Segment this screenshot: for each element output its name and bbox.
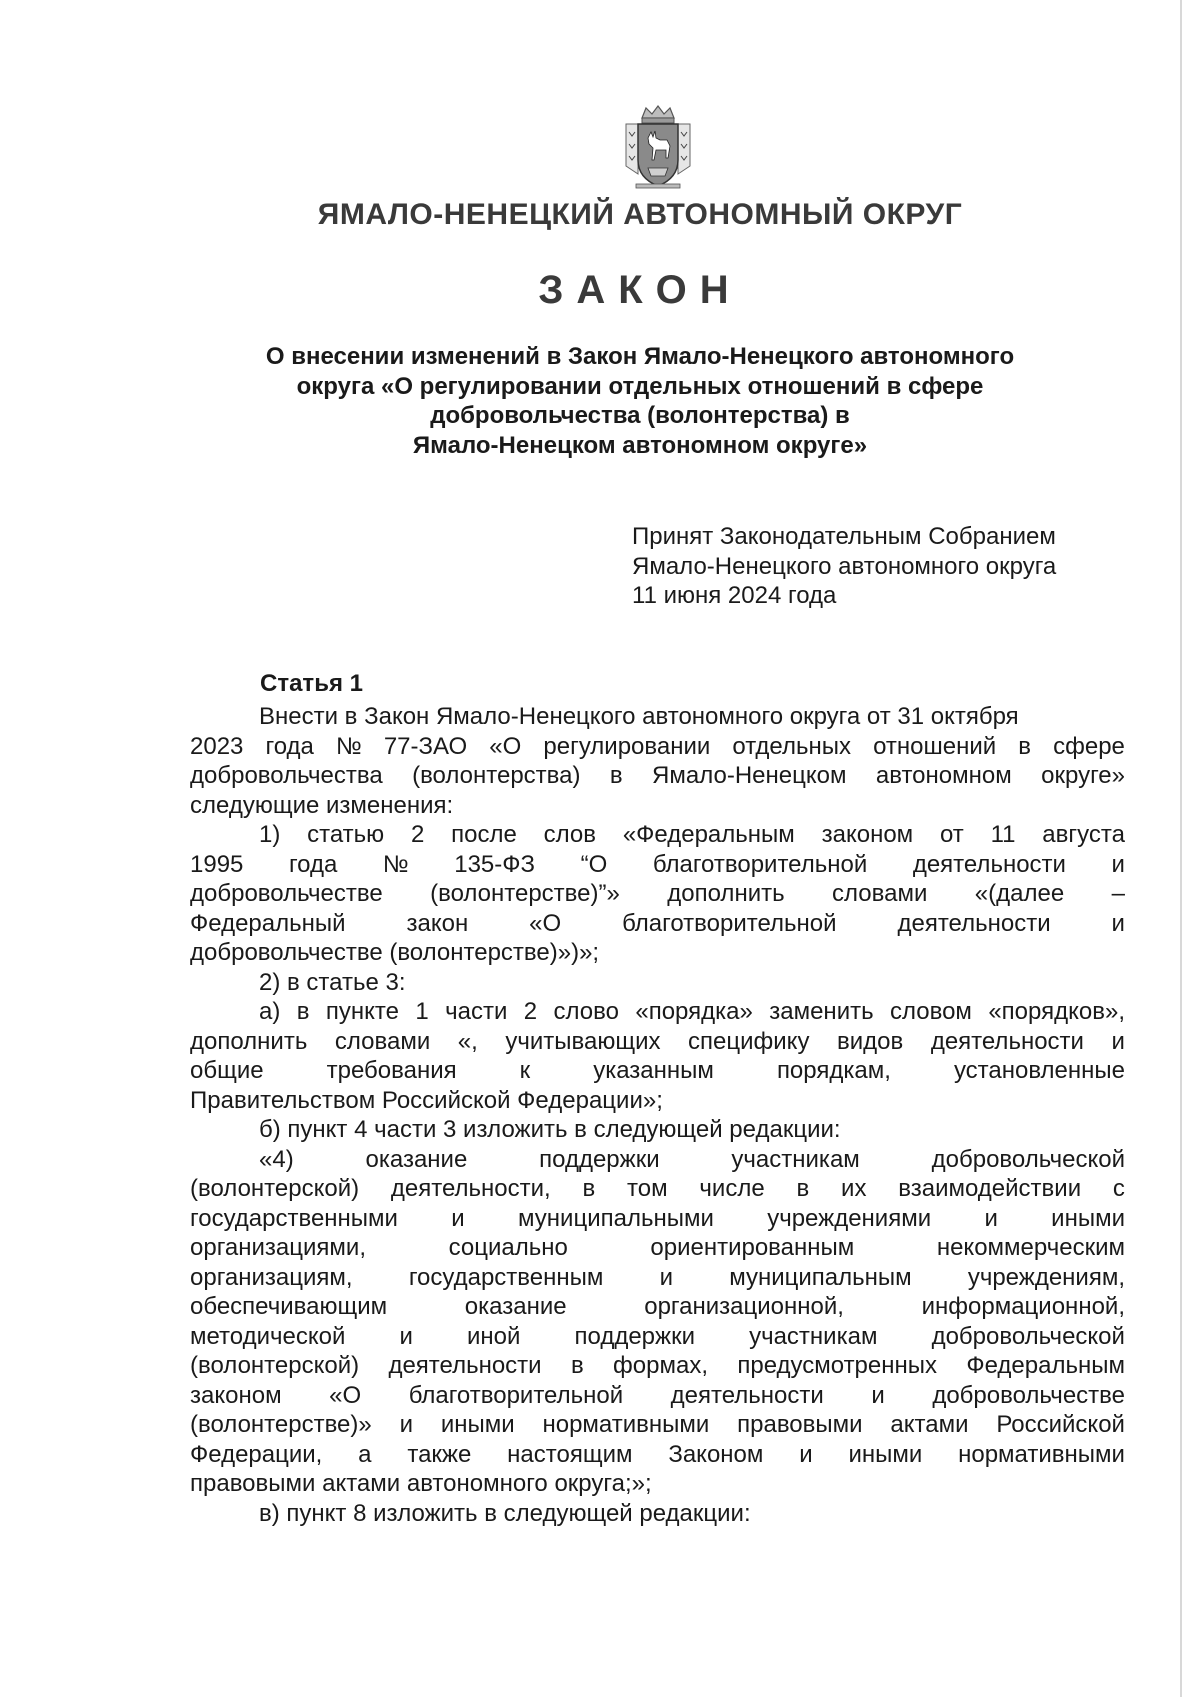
article-line: 1995 года № 135-ФЗ “О благотворительной деятельности и: [190, 850, 1125, 878]
article-line: законом «О благотворительной деятельности и добровольчестве: [190, 1381, 1125, 1409]
title-line: О внесении изменений в Закон Ямало-Ненецкого автономного: [265, 343, 1015, 370]
article-line: Правительством Российской Федерации»;: [190, 1086, 663, 1114]
article-line: дополнить словами «, учитывающих специфику видов деятельности и: [190, 1027, 1125, 1055]
adoption-note: [632, 522, 1132, 611]
article-line: правовыми актами автономного округа;»;: [190, 1470, 652, 1497]
adoption-line: Принят Законодательным Собранием: [632, 523, 1056, 550]
article-heading: Статья 1: [260, 670, 363, 697]
article-line: общие требования к указанным порядкам, установленные: [190, 1057, 1125, 1084]
article-line: «4) оказание поддержки участникам добровольческой: [259, 1145, 1125, 1173]
article-line: организациям, государственным и муниципальным учреждениям,: [190, 1263, 1125, 1291]
article-line: (волонтерстве)» и иными нормативными правовыми актами Российской: [190, 1411, 1125, 1438]
article-line: в) пункт 8 изложить в следующей редакции:: [259, 1499, 751, 1527]
title-line: Ямало-Ненецком автономном округе»: [412, 431, 868, 459]
article-line: 1) статью 2 после слов «Федеральным законом от 11 августа: [259, 821, 1125, 848]
adoption-line: Ямало-Ненецкого автономного округа: [632, 552, 1057, 580]
article-line: Внести в Закон Ямало-Ненецкого автономного округа от 31 октября: [259, 703, 1019, 730]
document-type: ЗАКОН: [538, 268, 742, 312]
region-name: ЯМАЛО-НЕНЕЦКИЙ АВТОНОМНЫЙ ОКРУГ: [317, 198, 963, 231]
law-title: [200, 342, 1080, 460]
article-line: 2) в статье 3:: [259, 968, 406, 996]
article-line: добровольчестве (волонтерстве)»)»;: [190, 939, 600, 966]
title-line: добровольчества (волонтерства) в: [430, 402, 850, 429]
article-line: добровольчества (волонтерства) в Ямало-Ненецком автономном округе»: [190, 762, 1125, 789]
article-line: Федеральный закон «О благотворительной деятельности и: [190, 909, 1125, 937]
article-line: а) в пункте 1 части 2 слово «порядка» заменить словом «порядков»,: [259, 998, 1125, 1025]
article-line: 2023 года № 77-ЗАО «О регулировании отдельных отношений в сфере: [190, 732, 1125, 760]
article-line: (волонтерской) деятельности в формах, предусмотренных Федеральным: [190, 1352, 1125, 1379]
article-body: [190, 702, 1125, 1528]
article-line: организациями, социально ориентированным некоммерческим: [190, 1234, 1125, 1261]
title-line: округа «О регулировании отдельных отношений в сфере: [296, 372, 984, 400]
article-line: государственными и муниципальными учреждениями и иными: [190, 1204, 1125, 1232]
page-edge-line: [1180, 0, 1182, 1697]
article-line: добровольчестве (волонтерстве)”» дополнить словами «(далее –: [190, 880, 1125, 907]
article-line: следующие изменения:: [190, 791, 454, 819]
adoption-date: 11 июня 2024 года: [632, 582, 837, 609]
coat-of-arms-icon: [620, 104, 696, 190]
article-line: б) пункт 4 части 3 изложить в следующей редакции:: [259, 1116, 841, 1143]
article-line: (волонтерской) деятельности, в том числе в их взаимодействии с: [190, 1175, 1125, 1202]
article-line: методической и иной поддержки участникам добровольческой: [190, 1322, 1125, 1350]
article-line: Федерации, а также настоящим Законом и иными нормативными: [190, 1440, 1125, 1468]
article-line: обеспечивающим оказание организационной, информационной,: [190, 1293, 1125, 1320]
